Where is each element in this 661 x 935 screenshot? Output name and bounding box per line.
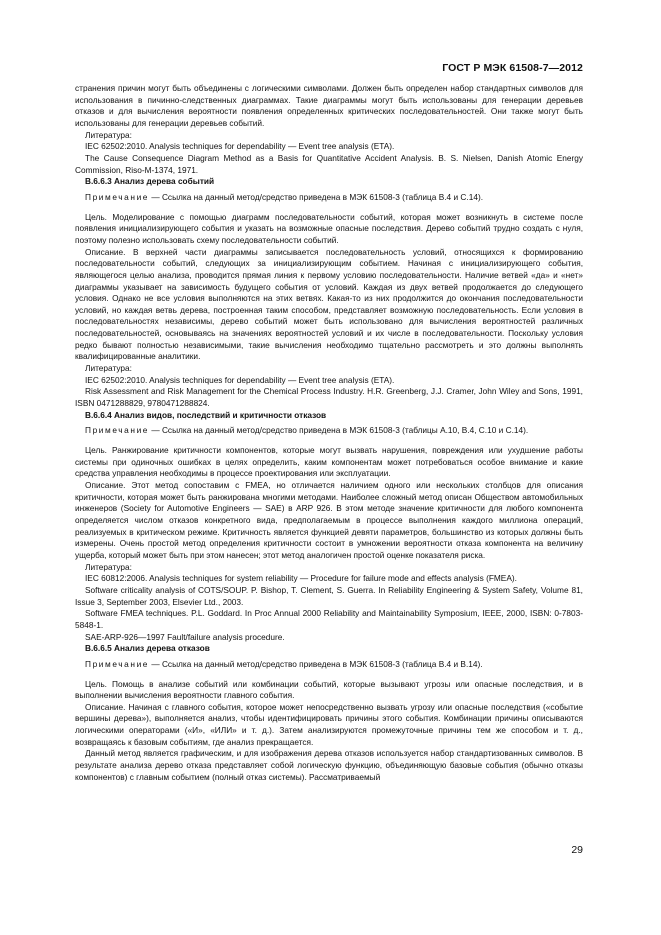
page-number: 29	[571, 844, 583, 856]
body-paragraph: IEC 62502:2010. Analysis techniques for dependability — Event tree analysis (ETA).	[85, 141, 395, 152]
section-heading: B.6.6.4 Анализ видов, последствий и критичности отказов	[85, 409, 327, 420]
body-paragraph: Литература:	[85, 129, 132, 140]
body-paragraph: Software criticality analysis of COTS/SOUP. P. Bishop, T. Clement, S. Guerra. In Reliability Engineering & System Safety, Volume 81, Issue 3, September 2003, Elsevier Ltd., 2003.	[75, 584, 583, 607]
note-paragraph	[75, 425, 583, 437]
note-text: — Ссылка на данный метод/средство приведена в МЭК 61508-3 (таблица B.4 и B.14).	[149, 658, 483, 669]
body-paragraph: Цель. Помощь в анализе событий или комбинации событий, которые вызывают угрозы или опасные последствия, и в выполнении вычисления вероятности главного события.	[75, 678, 583, 701]
body-paragraph: Цель. Моделирование с помощью диаграмм последовательности событий, которая может возникнуть в системе после появления инициализирующего события и указать на возможные опасные последствия. Дерево событий трудно создать с нуля, поэтому полезно использовать схему последовательности событий.	[75, 211, 583, 245]
body-paragraph: Литература:	[85, 561, 132, 572]
body-paragraph: Цель. Ранжирование критичности компонентов, которые могут вызвать нарушения, повреждения или ухудшение работы системы при одиночных ошибках в целях определить, каким компонентам может потребоваться особое внимание и какие средства управления необходимы в процессе проектирования или эксплуатации.	[75, 445, 583, 479]
body-paragraph: The Cause Consequence Diagram Method as a Basis for Quantitative Accident Analysis. B. S. Nielsen, Danish Atomic Energy Commission, Riso-M-1374, 1971.	[75, 152, 583, 175]
document-header: ГОСТ Р МЭК 61508-7—2012	[442, 62, 583, 74]
section-heading: B.6.6.3 Анализ дерева событий	[85, 176, 215, 187]
body-paragraph: Литература:	[85, 363, 132, 374]
note-paragraph	[75, 659, 583, 671]
body-paragraph: Описание. Этот метод сопоставим с FMEA, но отличается наличием одного или нескольких столбцов для описания критичности, которая может быть ранжирована многими методами. Наиболее сложный метод описан Обществом автомобильных инженеров (Society for Automotive Engineers — SAE) в ARP 926. В этом методе значение критичности для любого компонента определяется числом отказов конкретного вида, предполагаемым в процессе выполнения каждого миллиона операций, реализуемых в критическом режиме. Критичность является функцией девяти параметров, большинство из которых должны быть измерены. Очень простой метод определения критичности состоит в умножении вероятности отказа компонента на величину ущерба, который может быть при этом нанесен; этот метод аналогичен простой оценке показателя риска.	[75, 480, 583, 560]
body-paragraph: Risk Assessment and Risk Management for the Chemical Process Industry. H.R. Greenberg, J.J. Cramer, John Wiley and Sons, 1991, ISBN 0471288829, 9780471288824.	[75, 386, 583, 409]
body-paragraph: Software FMEA techniques. P.L. Goddard. In Proc Annual 2000 Reliability and Maintainability Symposium, IEEE, 2000, ISBN: 0-7803-5848-1.	[75, 608, 583, 630]
body-paragraph: IEC 62502:2010. Analysis techniques for dependability — Event tree analysis (ETA).	[85, 374, 395, 385]
note-label: Примечание	[85, 658, 150, 669]
note-text: — Ссылка на данный метод/средство приведена в МЭК 61508-3 (таблицы A.10, B.4, C.10 и C.14).	[149, 425, 529, 436]
body-paragraph: IEC 60812:2006. Analysis techniques for system reliability — Procedure for failure mode and effects analysis (FMEA).	[85, 573, 517, 584]
body-paragraph: SAE-ARP-926—1997 Fault/failure analysis procedure.	[85, 631, 285, 642]
note-label: Примечание	[85, 425, 150, 436]
body-paragraph: странения причин могут быть объединены с логическими символами. Должен быть определен набор стандартных символов для использования в пичинно-следственных диаграммах. Такие диаграммы могут быть использованы для генерации деревьев отказов и для вычисления вероятности появления определенных критических последовательностей. Они также могут быть использованы для генерации деревьев событий.	[75, 83, 583, 128]
body-paragraph: Описание. В верхней части диаграммы записывается последовательность условий, относящихся к формированию последовательности событий, следующих за инициализирующим событием. Начиная с инициализирующего события, являющегося целью анализа, проводится прямая линия к первому условию последовательности. Наличие ветвей «да» и «нет» диаграммы указывает на зависимость будущего события от условий. Каждая из двух ветвей продолжается до следующего условия. Однако не все условия выполняются на этих ветвях. Какая-то из них продолжится до окончания последовательности условий, но каждая ветвь дерева, построенная таким способом, представляет возможную последовательность. Если условия в последовательностях независимы, дерево событий может быть использовано для вычисления вероятностей различных последовательностей, основываясь на значениях вероятностей условий и их числе в последовательности. Поскольку условия редко бывают полностью независимыми, такие вычисления необходимо тщательно рассмотреть и это должны выполнять квалифицированные аналитики.	[75, 246, 583, 362]
note-text: — Ссылка на данный метод/средство приведена в МЭК 61508-3 (таблица B.4 и C.14).	[149, 191, 484, 202]
document-body	[75, 83, 583, 783]
note-paragraph	[75, 192, 583, 204]
note-label: Примечание	[85, 191, 150, 202]
section-heading: B.6.6.5 Анализ дерева отказов	[85, 643, 210, 654]
body-paragraph: Описание. Начиная с главного события, которое может непосредственно вызвать угрозу или опасные последствия («событие вершины дерева»), выполняется анализ, чтобы идентифицировать причины этого события. Комбинации причины описываются логическими операторами («И», «ИЛИ» и т. д.). Затем анализируются промежуточные причины тем же способом и т. д., возвращаясь к базовым событиям, где анализ прекращается.	[75, 701, 583, 747]
body-paragraph: Данный метод является графическим, и для изображения дерева отказов используется набор стандартизованных символов. В результате анализа дерево отказа представляет собой логическую функцию, объединяющую базовые события (обычно отказы компонентов) с главным событием (полный отказ системы). Рассматриваемый	[75, 748, 583, 782]
